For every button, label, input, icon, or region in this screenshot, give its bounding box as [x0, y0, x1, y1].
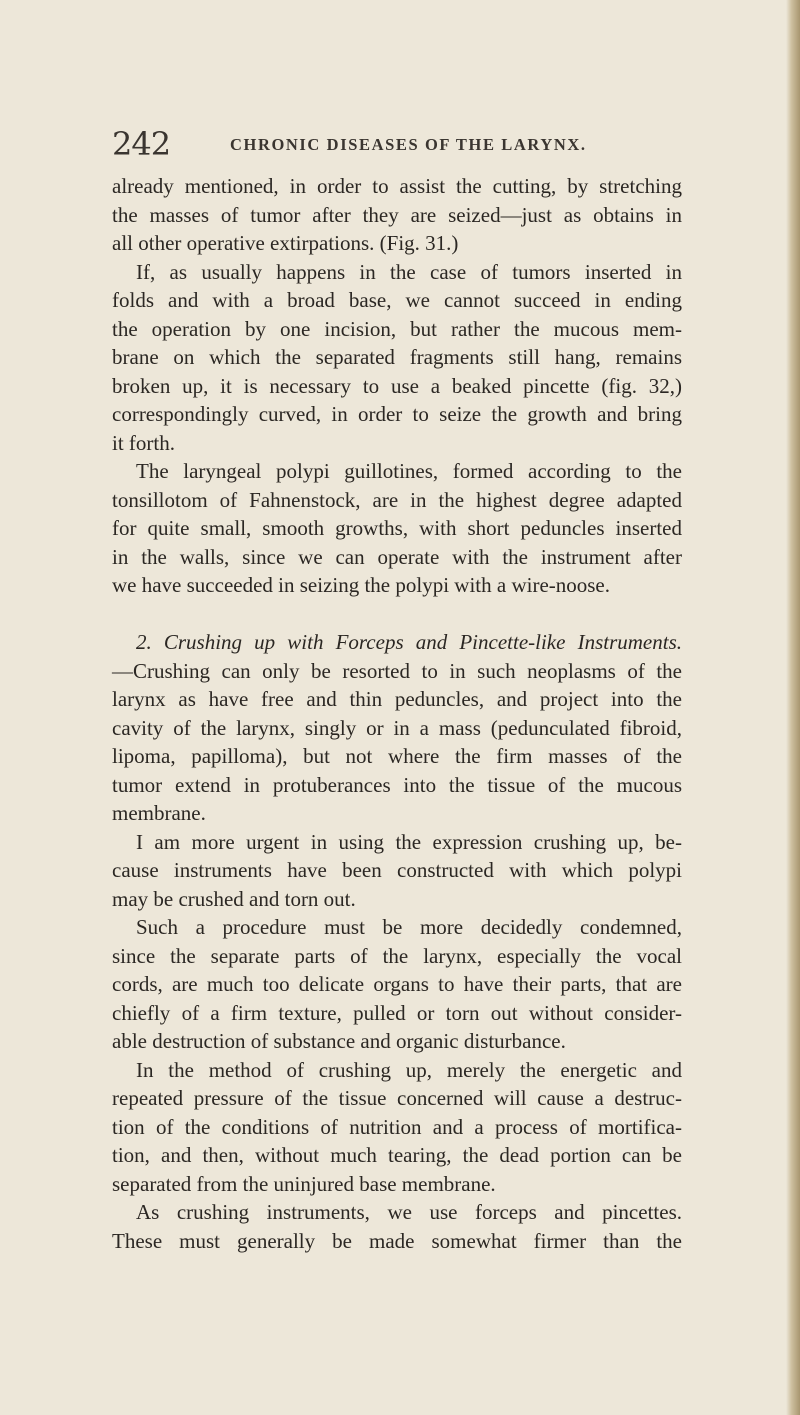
text-line: membrane. [112, 801, 206, 825]
text-line: tion, and then, without much tearing, the dead portion can be [112, 1143, 682, 1167]
text-line: —Crushing can only be resorted to in such neoplasms of the [112, 658, 682, 683]
text-line: Such a procedure must be more decidedly condemned, [136, 915, 682, 939]
text-line: brane on which the separated fragments still hang, remains [112, 345, 682, 369]
page-edge [786, 0, 800, 1415]
text-line: In the method of crushing up, merely the energetic and [136, 1057, 682, 1082]
text-line: larynx as have free and thin peduncles, and project into the [112, 687, 682, 711]
text-line: we have succeeded in seizing the polypi with a wire-noose. [112, 573, 611, 597]
text-line: broken up, it is necessary to use a beaked pincette (fig. 32,) [112, 373, 682, 398]
text-line: tumor extend in protuberances into the tissue of the mucous [112, 772, 682, 797]
text-line: repeated pressure of the tissue concerned will cause a destruc- [112, 1086, 682, 1110]
page-header [112, 124, 632, 164]
text-line: These must generally be made somewhat firmer than the [112, 1228, 682, 1253]
text-line: lipoma, papilloma), but not where the firm masses of the [112, 744, 682, 768]
text-line: separated from the uninjured base membrane. [112, 1171, 496, 1196]
text-line: The laryngeal polypi guillotines, formed according to the [136, 459, 682, 483]
section-heading: 2. Crushing up with Forceps and Pincette-like Instruments. [136, 630, 682, 654]
text-line: tion of the conditions of nutrition and a process of mortifica- [112, 1114, 682, 1139]
text-line: cords, are much too delicate organs to have their parts, that are [112, 972, 682, 996]
text-line: As crushing instruments, we use forceps and pincettes. [136, 1200, 682, 1224]
text-line: tonsillotom of Fahnenstock, are in the highest degree adapted [112, 487, 682, 512]
text-line: all other operative extirpations. (Fig. 31.) [112, 231, 459, 255]
text-line: chiefly of a firm texture, pulled or torn out without consider- [112, 1000, 682, 1025]
text-line: the masses of tumor after they are seized—just as obtains in [112, 202, 682, 227]
text-line: able destruction of substance and organic disturbance. [112, 1029, 566, 1053]
body-text [112, 172, 682, 1255]
running-head: CHRONIC DISEASES OF THE LARYNX. [230, 135, 587, 154]
text-line: in the walls, since we can operate with the instrument after [112, 544, 682, 569]
paragraph-gap [112, 600, 682, 629]
text-line: may be crushed and torn out. [112, 886, 356, 911]
text-line: already mentioned, in order to assist the cutting, by stretching [112, 174, 682, 198]
text-line: since the separate parts of the larynx, especially the vocal [112, 943, 682, 968]
text-line: folds and with a broad base, we cannot succeed in ending [112, 288, 682, 312]
text-line: correspondingly curved, in order to seize the growth and bring [112, 402, 682, 426]
text-line: it forth. [112, 430, 175, 455]
text-line: for quite small, smooth growths, with short peduncles inserted [112, 516, 682, 540]
text-line: cavity of the larynx, singly or in a mass (pedunculated fibroid, [112, 715, 682, 740]
text-line: cause instruments have been constructed with which polypi [112, 858, 682, 882]
page-number: 242 [112, 125, 171, 163]
text-line: the operation by one incision, but rather the mucous mem- [112, 316, 682, 341]
text-line: I am more urgent in using the expression crushing up, be- [136, 829, 682, 854]
text-line: If, as usually happens in the case of tumors inserted in [136, 259, 682, 284]
